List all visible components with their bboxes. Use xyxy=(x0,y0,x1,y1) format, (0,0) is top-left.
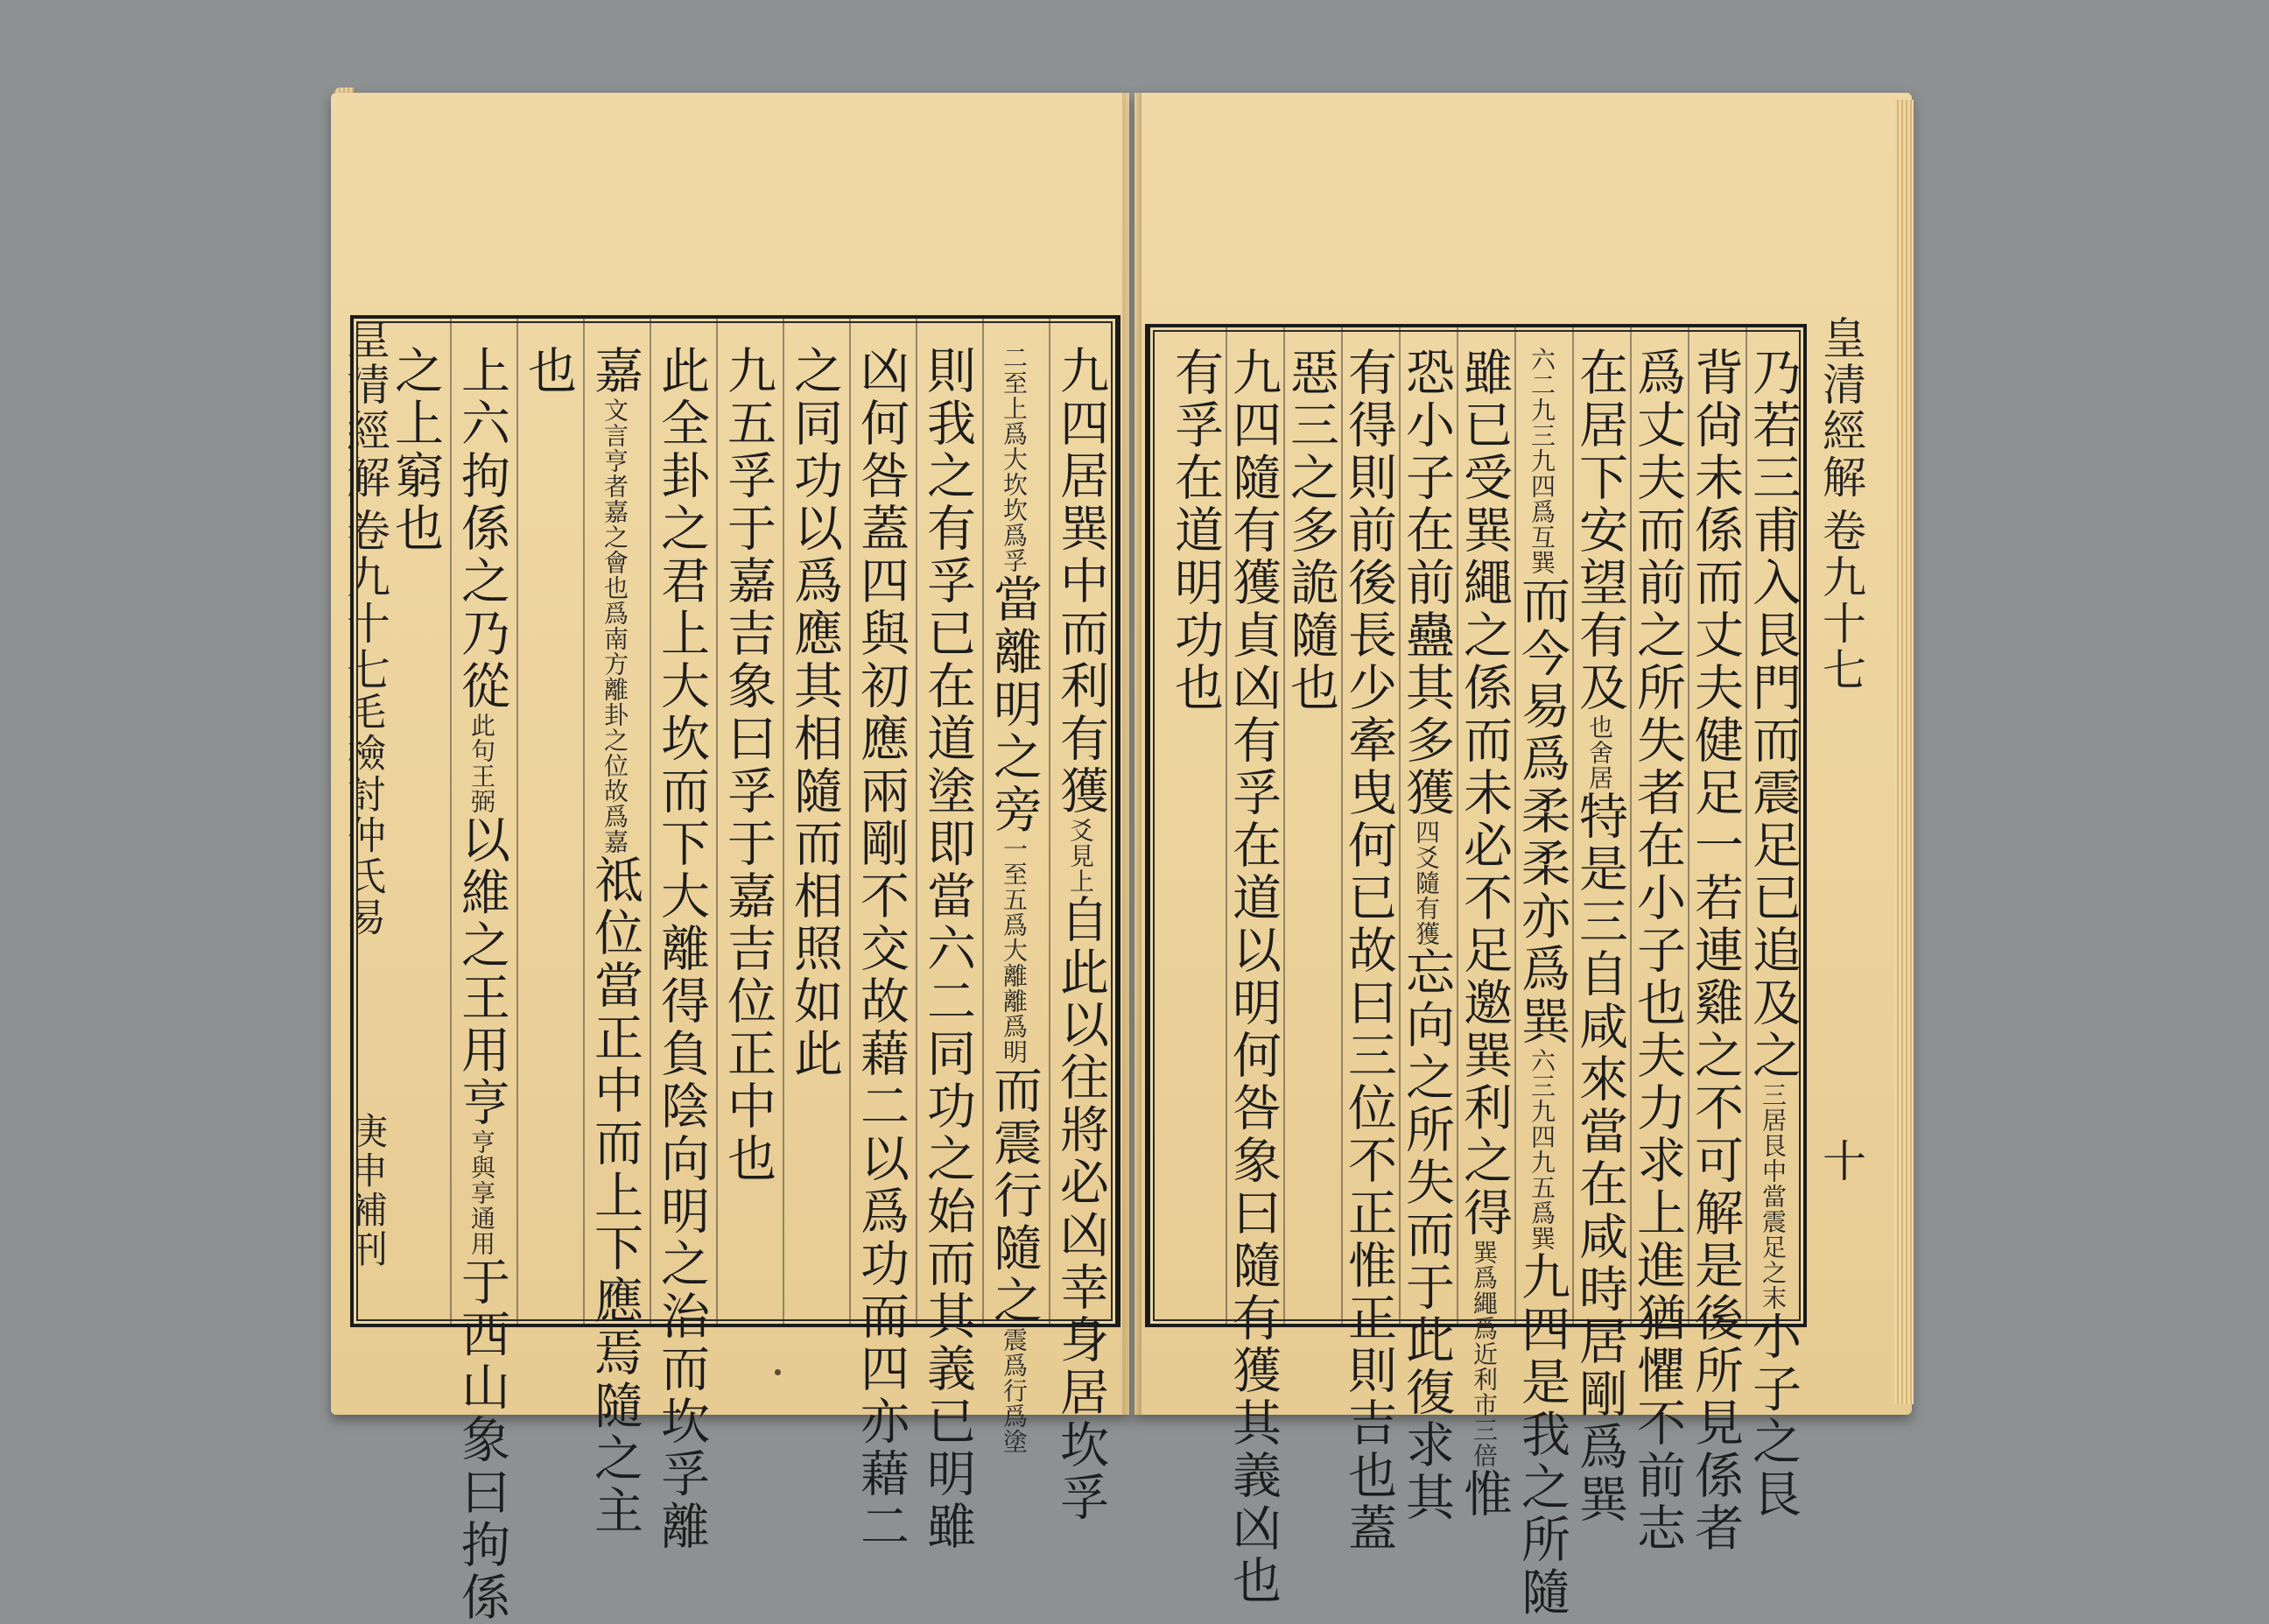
left_page-column xyxy=(453,345,510,1624)
main-text: 九四隨有獲貞凶有孚在道以明何咎象曰隨有獲其義凶也 xyxy=(1225,347,1282,1607)
main-text: 在居下安望有及 xyxy=(1571,347,1628,714)
main-text: 自此以往將必凶幸身居坎孚 xyxy=(1052,894,1109,1524)
left_page-column xyxy=(919,345,976,1553)
interlinear-note: 二至上爲大坎坎爲孚 xyxy=(1000,345,1029,573)
column-rule xyxy=(1688,327,1689,1324)
left_page-column xyxy=(1052,345,1109,1524)
main-text: 也 xyxy=(520,345,577,397)
main-text: 背尙未係而丈夫健足一若連雞之不可解是後所見係者 xyxy=(1687,347,1744,1555)
main-text: 此全卦之君上大坎而下大離得負陰向明之治而坎孚離 xyxy=(653,345,710,1553)
interlinear-note: 巽爲繩爲近利市三倍 xyxy=(1470,1240,1499,1468)
column-rule xyxy=(1341,327,1343,1324)
column-rule xyxy=(982,319,984,1324)
main-text: 恐小子在前蠱其多獲 xyxy=(1398,347,1455,819)
main-text: 爲丈夫而前之所失者在小子也夫力求上進猶懼不前志 xyxy=(1629,347,1686,1555)
main-text: 特是三自咸來當在咸時居剛爲巽 xyxy=(1571,791,1628,1526)
interlinear-note: 三居艮中當震足之末 xyxy=(1759,1082,1788,1311)
left-margin-title: 皇清經解 xyxy=(340,315,390,501)
interlinear-note: 六二九三九四爲互巽 xyxy=(1528,347,1556,575)
interlinear-note: 也舍居 xyxy=(1585,714,1614,791)
main-text: 而震行隨之 xyxy=(986,1065,1043,1327)
main-text: 祗位當正中而上下應焉隨之主 xyxy=(587,854,643,1537)
main-text: 則我之有孚已在道塗即當六二同功之始而其義已明雖 xyxy=(919,345,976,1553)
right_page-column xyxy=(1282,347,1339,714)
column-rule xyxy=(1049,319,1050,1324)
main-text: 九四居巽中而利有獲 xyxy=(1052,345,1109,818)
book-gutter xyxy=(1122,93,1142,1415)
main-text: 小子之艮 xyxy=(1745,1311,1802,1521)
column-rule xyxy=(916,319,917,1324)
main-text: 忘向之所失而于此復求其 xyxy=(1398,946,1455,1524)
main-text: 以維之王用亨 xyxy=(453,814,510,1129)
main-text: 嘉 xyxy=(587,345,643,397)
left_page-column xyxy=(520,345,577,397)
main-text: 當離明之旁 xyxy=(986,573,1043,836)
right_page-column xyxy=(1225,347,1282,1607)
main-text: 九五孚于嘉吉象曰孚于嘉吉位正中也 xyxy=(720,345,776,1185)
right-text-frame xyxy=(1145,324,1807,1619)
column-rule xyxy=(1630,327,1632,1324)
right-margin-page: 十 xyxy=(1816,1138,1866,1185)
column-rule xyxy=(1226,327,1227,1324)
column-rule xyxy=(1283,327,1285,1324)
main-text: 九四是我之所隨 xyxy=(1514,1251,1570,1619)
left_page-column xyxy=(986,345,1043,1454)
right_page-column xyxy=(1745,347,1802,1521)
interlinear-note: 此句王弼 xyxy=(467,713,496,814)
right_page-column xyxy=(1167,347,1224,714)
right-page-edges xyxy=(1894,100,1914,1404)
column-rule xyxy=(1399,327,1401,1324)
column-rule xyxy=(716,319,718,1324)
column-rule xyxy=(1746,327,1747,1324)
column-rule xyxy=(1514,327,1516,1324)
right_page-column xyxy=(1398,347,1455,1524)
ink-speck xyxy=(775,1369,781,1375)
interlinear-note: 文言亨者嘉之會也爲南方離卦之位故爲嘉 xyxy=(601,397,629,854)
right_page-column xyxy=(1456,347,1513,1521)
main-text: 惡三之多詭隨也 xyxy=(1282,347,1339,714)
interlinear-note: 亨與享通用 xyxy=(467,1129,496,1256)
left_page-column xyxy=(720,345,776,1185)
interlinear-note: 六三九四九五爲巽 xyxy=(1528,1048,1556,1251)
main-text: 凶何咎蓋四與初應兩剛不交故藉二以爲功而四亦藉二 xyxy=(853,345,910,1553)
interlinear-note: 一至五爲大離離爲明 xyxy=(1000,836,1029,1065)
interlinear-note: 四爻隨有獲 xyxy=(1412,819,1441,946)
column-rule xyxy=(583,319,585,1324)
right_page-column xyxy=(1340,347,1397,1555)
left_page-column xyxy=(786,345,843,1080)
main-text: 之上窮也 xyxy=(387,345,444,555)
column-rule xyxy=(650,319,651,1324)
left-text-frame xyxy=(346,315,1120,1624)
left-margin-footer: 庚申補刊 xyxy=(346,1112,389,1269)
left_page-column xyxy=(387,345,444,555)
column-rule xyxy=(516,319,518,1324)
column-rule xyxy=(1457,327,1458,1324)
interlinear-note: 震爲行爲塗 xyxy=(1000,1327,1029,1454)
main-text: 惟 xyxy=(1456,1468,1513,1521)
main-text: 有得則前後長少牽曳何已故曰三位不正惟正則吉也蓋 xyxy=(1340,347,1397,1555)
right_page-column xyxy=(1571,347,1628,1526)
right_page-column xyxy=(1514,347,1570,1619)
right-margin-volume: 卷九十七 xyxy=(1816,508,1866,693)
left_page-column xyxy=(653,345,710,1553)
main-text: 于西山象曰拘係 xyxy=(453,1256,510,1624)
column-rule xyxy=(849,319,851,1324)
interlinear-note: 爻見上 xyxy=(1066,818,1095,894)
main-text: 有孚在道明功也 xyxy=(1167,347,1224,714)
left_page-column xyxy=(853,345,910,1553)
right_page-column xyxy=(1629,347,1686,1555)
left_page-column xyxy=(587,345,643,1537)
main-text: 上六拘係之乃從 xyxy=(453,345,510,713)
column-rule xyxy=(1572,327,1574,1324)
main-text: 而今易爲柔柔亦爲巽 xyxy=(1514,575,1570,1048)
left-margin-volume: 卷九十七 xyxy=(340,508,390,693)
right_page-column xyxy=(1687,347,1744,1555)
column-rule xyxy=(783,319,784,1324)
column-rule xyxy=(450,319,452,1324)
left-margin-author: 毛檢討仲氏易 xyxy=(341,692,385,939)
main-text: 乃若三甫入艮門而震足已追及之 xyxy=(1745,347,1802,1082)
right-margin-title: 皇清經解 xyxy=(1816,315,1866,501)
main-text: 雖已受巽繩之係而未必不足邀巽利之得 xyxy=(1456,347,1513,1240)
main-text: 之同功以爲應其相隨而相照如此 xyxy=(786,345,843,1080)
